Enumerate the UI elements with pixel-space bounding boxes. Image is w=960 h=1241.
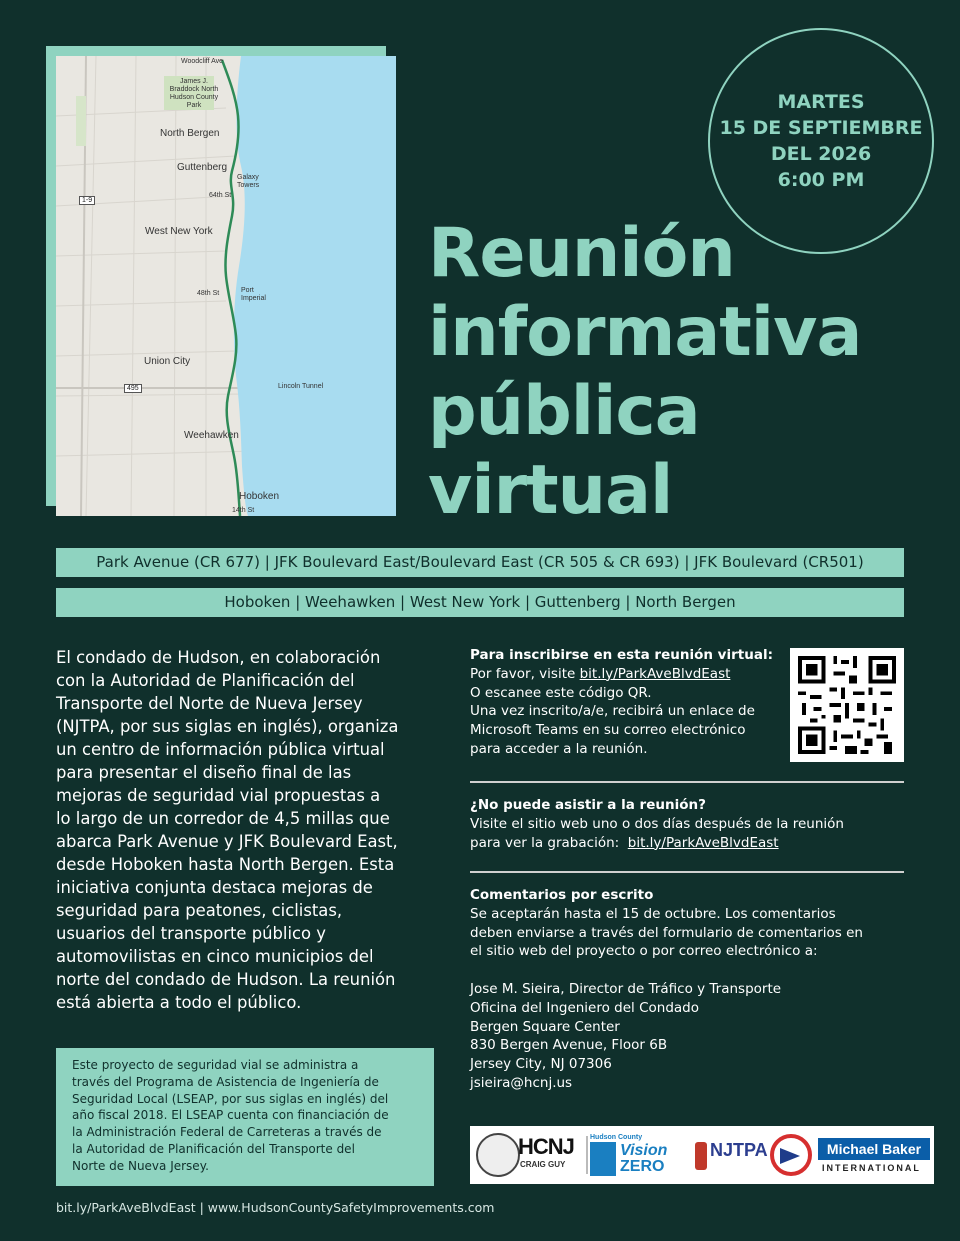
title-line-4: virtual	[428, 451, 673, 530]
date-weekday: MARTES	[777, 91, 865, 113]
intro-line: Transporte del Norte de Nueva Jersey	[56, 694, 363, 713]
map-label-port-imperial: Port Imperial	[241, 287, 266, 302]
register-heading: Para inscribirse en esta reunión virtual:	[470, 647, 773, 663]
funding-line: la Autoridad de Planificación del Transporte del	[72, 1141, 355, 1156]
hcnj-logo: HCNJ	[518, 1134, 574, 1159]
map-label-woodcliff: Woodcliff Ave	[181, 58, 224, 65]
michael-baker-intl: INTERNATIONAL	[822, 1163, 921, 1173]
intro-line: está abierta a todo el público.	[56, 993, 302, 1012]
map-label-14th: 14th St	[232, 507, 255, 514]
map-label-weehawken: Weehawken	[184, 430, 239, 441]
intro-line: norte del condado de Hudson. La reunión	[56, 970, 396, 989]
comments-line: el sitio web del proyecto o por correo electrónico a:	[470, 943, 818, 960]
register-visit-text: Por favor, visite	[470, 665, 580, 682]
cannot-attend-line: para ver la grabación:	[470, 834, 628, 851]
map-graphic	[56, 56, 396, 516]
shield-495: 495	[124, 384, 142, 393]
register-link[interactable]: bit.ly/ParkAveBlvdEast	[579, 665, 731, 682]
intro-line: mejoras de seguridad vial propuestas a	[56, 786, 381, 805]
register-line: para acceder a la reunión.	[470, 740, 648, 757]
map-label-hoboken: Hoboken	[239, 491, 280, 502]
funding-line: través del Programa de Asistencia de Ingeniería de	[72, 1074, 379, 1089]
logo-divider	[586, 1136, 588, 1174]
intro-line: lo largo de un corredor de 4,5 millas que	[56, 809, 390, 828]
intro-line: seguridad para peatones, ciclistas,	[56, 901, 343, 920]
spacer	[470, 961, 904, 980]
map-label-north-bergen: North Bergen	[160, 128, 220, 139]
corridor-map	[56, 56, 396, 516]
shield-1-9: 1-9	[79, 196, 95, 205]
corridor-bar: Park Avenue (CR 677) | JFK Boulevard East/Boulevard East (CR 505 & CR 693) | JFK Boulevard (CR501)	[56, 548, 904, 577]
intro-line: abarca Park Avenue y JFK Boulevard East,	[56, 832, 398, 851]
cannot-attend-heading: ¿No puede asistir a la reunión?	[470, 797, 706, 813]
hudson-county-seal-icon	[476, 1133, 520, 1177]
funding-box	[56, 1048, 434, 1186]
map-label-park: James J. Braddock North Hudson County Park	[169, 78, 219, 109]
map-label-guttenberg: Guttenberg	[177, 162, 228, 173]
intro-line: desde Hoboken hasta North Bergen. Esta	[56, 855, 395, 874]
vision-logo: Vision	[620, 1142, 668, 1159]
title-line-3: pública	[428, 372, 700, 451]
cannot-attend-line: Visite el sitio web uno o dos días después de la reunión	[470, 815, 844, 832]
divider	[470, 871, 904, 873]
comments-line: Se aceptarán hasta el 15 de octubre. Los comentarios	[470, 905, 836, 922]
map-label-west-new-york: West New York	[145, 226, 213, 237]
njtpa-logo: NJTPA	[710, 1140, 768, 1160]
cannot-attend-section	[470, 796, 904, 852]
fhwa-shield-icon	[770, 1134, 812, 1176]
intro-line: El condado de Hudson, en colaboración	[56, 648, 381, 667]
map-label-64th: 64th St	[209, 192, 232, 199]
zero-logo: ZERO	[620, 1158, 665, 1175]
intro-line: usuarios del transporte público y	[56, 924, 326, 943]
funding-line: Este proyecto de seguridad vial se administra a	[72, 1058, 359, 1072]
intro-line: un centro de información pública virtual	[56, 740, 385, 759]
register-qr-text: O escanee este código QR.	[470, 684, 652, 701]
pedestrian-icon	[590, 1142, 616, 1176]
towns-bar: Hoboken | Weehawken | West New York | Guttenberg | North Bergen	[56, 588, 904, 617]
email-address[interactable]: jsieira@hcnj.us	[470, 1074, 573, 1091]
date-time: 6:00 PM	[777, 169, 865, 191]
comments-section	[470, 886, 904, 1093]
funding-line: año fiscal 2018. El LSEAP cuenta con financiación de	[72, 1108, 389, 1123]
address-line: Jersey City, NJ 07306	[470, 1056, 612, 1073]
funding-line: Norte de Nueva Jersey.	[72, 1158, 209, 1173]
intro-line: con la Autoridad de Planificación del	[56, 671, 355, 690]
map-label-union-city: Union City	[144, 356, 191, 367]
map-label-galaxy: Galaxy Towers	[237, 174, 260, 189]
map-label-lincoln-tunnel: Lincoln Tunnel	[278, 383, 324, 390]
address-line: Jose M. Sieira, Director de Tráfico y Transporte	[470, 980, 782, 997]
intro-line: iniciativa conjunta destaca mejoras de	[56, 878, 373, 897]
title-line-1: Reunión	[428, 214, 735, 293]
craig-guy-text: CRAIG GUY	[520, 1160, 566, 1169]
map-label-48th: 48th St	[197, 290, 220, 297]
divider	[470, 781, 904, 783]
funding-line: Seguridad Local (LSEAP, por sus siglas en inglés) del	[72, 1091, 389, 1106]
register-section	[470, 646, 788, 759]
date-day-month: 15 DE SEPTIEMBRE	[719, 117, 923, 139]
register-line: Una vez inscrito/a/e, recibirá un enlace de	[470, 703, 755, 720]
recording-link[interactable]: bit.ly/ParkAveBlvdEast	[627, 834, 779, 851]
address-line: Oficina del Ingeniero del Condado	[470, 999, 699, 1016]
intro-text	[56, 646, 440, 1014]
address-line: 830 Bergen Avenue, Floor 6B	[470, 1037, 668, 1054]
page-title	[428, 214, 861, 530]
intro-line: automovilistas en cinco municipios del	[56, 947, 374, 966]
register-line: Microsoft Teams en su correo electrónico	[470, 722, 746, 739]
qr-icon	[798, 656, 896, 754]
address-line: Bergen Square Center	[470, 1018, 620, 1035]
title-line-2: informativa	[428, 293, 862, 372]
nj-state-icon	[695, 1142, 707, 1170]
vision-zero-top: Hudson County	[590, 1134, 643, 1141]
comments-line: deben enviarse a través del formulario de comentarios en	[470, 924, 863, 941]
footer-links[interactable]: bit.ly/ParkAveBlvdEast | www.HudsonCountySafetyImprovements.com	[56, 1200, 495, 1215]
qr-code[interactable]	[790, 648, 904, 762]
intro-line: (NJTPA, por sus siglas en inglés), organiza	[56, 717, 399, 736]
michael-baker-logo: Michael Baker	[818, 1138, 930, 1160]
date-year: DEL 2026	[770, 143, 872, 165]
logo-strip	[470, 1126, 934, 1184]
funding-line: la Administración Federal de Carreteras a través de	[72, 1125, 382, 1140]
intro-line: para presentar el diseño final de las	[56, 763, 352, 782]
comments-heading: Comentarios por escrito	[470, 887, 654, 903]
